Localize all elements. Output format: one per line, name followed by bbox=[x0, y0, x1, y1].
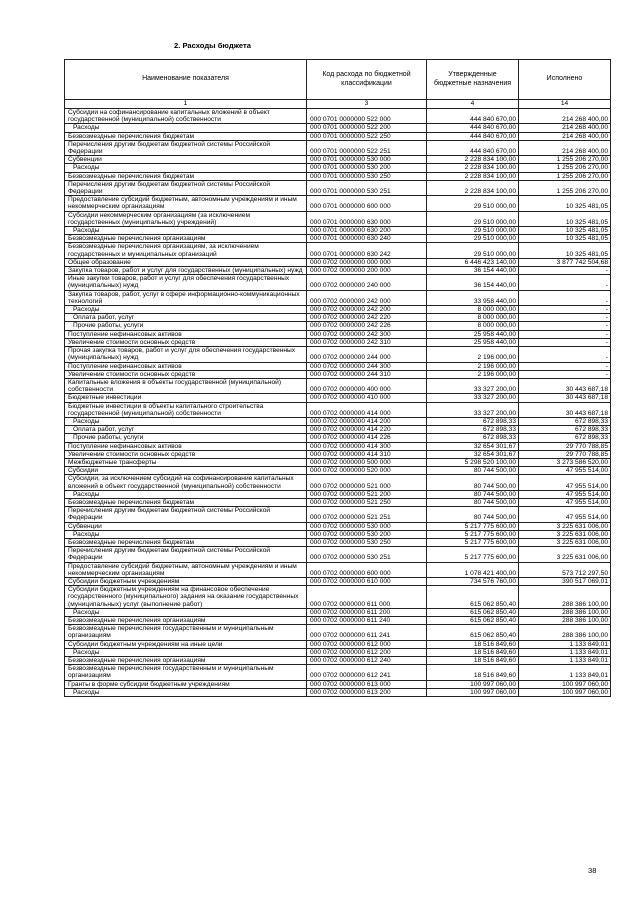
row-code: 000 0702 0000000 600 000 bbox=[307, 562, 427, 577]
header-approved: Утвержденные бюджетные назначения bbox=[427, 60, 519, 100]
header-code: Код расхода по бюджетной классификации bbox=[307, 60, 427, 100]
table-row bbox=[65, 648, 611, 656]
row-name: Безвозмездные перечисления бюджетам bbox=[65, 498, 307, 506]
row-executed: - bbox=[519, 306, 611, 314]
row-executed: 10 325 481,05 bbox=[519, 235, 611, 243]
row-name: Оплата работ, услуг bbox=[65, 426, 307, 434]
row-name: Перечисления другим бюджетам бюджетной системы Российской Федерации bbox=[65, 180, 307, 195]
row-name: Безвозмездные перечисления государственным и муниципальным организациям bbox=[65, 625, 307, 640]
row-approved: 18 516 849,60 bbox=[427, 657, 519, 665]
table-row bbox=[65, 267, 611, 275]
row-code: 000 0702 0000000 414 310 bbox=[307, 450, 427, 458]
row-name: Перечисления другим бюджетам бюджетной системы Российской Федерации bbox=[65, 547, 307, 562]
table-row bbox=[65, 258, 611, 266]
row-executed: 3 225 631 006,00 bbox=[519, 538, 611, 546]
col-number-name: 1 bbox=[65, 100, 307, 109]
row-approved: 18 516 849,60 bbox=[427, 640, 519, 648]
col-number-approved: 4 bbox=[427, 100, 519, 109]
row-executed: 1 133 849,01 bbox=[519, 640, 611, 648]
row-approved: 18 516 849,60 bbox=[427, 648, 519, 656]
row-code: 000 0702 0000000 200 000 bbox=[307, 267, 427, 275]
table-row bbox=[65, 640, 611, 648]
row-approved: 5 217 775 600,00 bbox=[427, 538, 519, 546]
row-name: Увеличение стоимости основных средств bbox=[65, 338, 307, 346]
header-name: Наименование показателя bbox=[65, 60, 307, 100]
row-code: 000 0702 0000000 520 000 bbox=[307, 467, 427, 475]
row-name: Субсидии бюджетным учреждениям на иные цели bbox=[65, 640, 307, 648]
row-name: Субсидии некоммерческим организациям (за исключением государственных (муниципальных) учреждений) bbox=[65, 211, 307, 226]
row-executed: 1 255 206 270,00 bbox=[519, 180, 611, 195]
row-executed: - bbox=[519, 347, 611, 362]
row-executed: 288 386 100,00 bbox=[519, 617, 611, 625]
row-code: 000 0702 0000000 400 000 bbox=[307, 378, 427, 393]
row-name: Субсидии, за исключением субсидий на софинансирование капитальных вложений в объект государственной (муниципальной) собственности bbox=[65, 475, 307, 490]
table-row bbox=[65, 362, 611, 370]
row-approved: 100 997 060,00 bbox=[427, 688, 519, 696]
row-executed: 214 268 400,00 bbox=[519, 140, 611, 155]
row-executed: 10 325 481,05 bbox=[519, 227, 611, 235]
row-code: 000 0701 0000000 522 200 bbox=[307, 124, 427, 132]
section-title: 2. Расходы бюджета bbox=[174, 41, 251, 50]
table-row bbox=[65, 172, 611, 180]
row-name: Расходы bbox=[65, 530, 307, 538]
table-row bbox=[65, 507, 611, 522]
row-name: Субвенции bbox=[65, 156, 307, 164]
row-name: Расходы bbox=[65, 164, 307, 172]
row-code: 000 0702 0000000 244 310 bbox=[307, 370, 427, 378]
row-name: Предоставление субсидий бюджетным, автономным учреждениям и иным некоммерческим организациям bbox=[65, 196, 307, 211]
row-approved: 5 217 775 600,00 bbox=[427, 530, 519, 538]
row-approved: 615 062 850,40 bbox=[427, 625, 519, 640]
row-executed: 3 225 631 006,00 bbox=[519, 522, 611, 530]
row-executed: 30 443 687,18 bbox=[519, 402, 611, 417]
row-executed: 47 955 514,00 bbox=[519, 467, 611, 475]
row-approved: 2 228 834 100,00 bbox=[427, 180, 519, 195]
row-approved: 32 654 301,67 bbox=[427, 450, 519, 458]
row-approved: 80 744 500,00 bbox=[427, 467, 519, 475]
row-executed: 672 898,33 bbox=[519, 426, 611, 434]
row-code: 000 0702 0000000 242 000 bbox=[307, 290, 427, 305]
table-row bbox=[65, 680, 611, 688]
table-row bbox=[65, 490, 611, 498]
row-name: Предоставление субсидий бюджетным, автономным учреждениям и иным некоммерческим организациям bbox=[65, 562, 307, 577]
row-executed: 672 898,33 bbox=[519, 434, 611, 442]
table-row bbox=[65, 442, 611, 450]
row-code: 000 0702 0000000 410 000 bbox=[307, 394, 427, 402]
page-number: 38 bbox=[588, 866, 597, 875]
row-approved: 100 997 060,00 bbox=[427, 680, 519, 688]
row-name: Безвозмездные перечисления бюджетам bbox=[65, 538, 307, 546]
row-name: Закупка товаров, работ и услуг для государственных (муниципальных) нужд bbox=[65, 267, 307, 275]
table-body bbox=[65, 109, 611, 697]
row-executed: 47 955 514,00 bbox=[519, 498, 611, 506]
row-code: 000 0702 0000000 521 000 bbox=[307, 475, 427, 490]
table-row bbox=[65, 156, 611, 164]
row-name: Безвозмездные перечисления государственным и муниципальным организациям bbox=[65, 665, 307, 680]
table-row bbox=[65, 140, 611, 155]
row-executed: 100 997 060,00 bbox=[519, 680, 611, 688]
row-executed: 1 255 206 270,00 bbox=[519, 172, 611, 180]
row-name: Гранты в форме субсидии бюджетным учреждениям bbox=[65, 680, 307, 688]
row-executed: 214 268 400,00 bbox=[519, 132, 611, 140]
table-row bbox=[65, 347, 611, 362]
table-row bbox=[65, 275, 611, 290]
row-code: 000 0702 0000000 612 200 bbox=[307, 648, 427, 656]
table-row bbox=[65, 547, 611, 562]
table-header-row bbox=[65, 60, 611, 100]
row-executed: 10 325 481,05 bbox=[519, 196, 611, 211]
table-row bbox=[65, 235, 611, 243]
table-row bbox=[65, 458, 611, 466]
row-approved: 80 744 500,00 bbox=[427, 490, 519, 498]
row-executed: 3 273 586 520,00 bbox=[519, 458, 611, 466]
table-row bbox=[65, 498, 611, 506]
row-code: 000 0702 0000000 244 300 bbox=[307, 362, 427, 370]
row-name: Расходы bbox=[65, 306, 307, 314]
row-code: 000 0701 0000000 530 200 bbox=[307, 164, 427, 172]
row-code: 000 0701 0000000 630 240 bbox=[307, 235, 427, 243]
row-name: Поступление нефинансовых активов bbox=[65, 362, 307, 370]
row-name: Капитальные вложения в объекты государственной (муниципальной) собственности bbox=[65, 378, 307, 393]
table-row bbox=[65, 394, 611, 402]
row-executed: - bbox=[519, 338, 611, 346]
row-approved: 29 510 000,00 bbox=[427, 196, 519, 211]
row-approved: 615 062 850,40 bbox=[427, 617, 519, 625]
row-executed: 1 133 849,01 bbox=[519, 648, 611, 656]
row-executed: - bbox=[519, 362, 611, 370]
row-approved: 734 576 760,00 bbox=[427, 577, 519, 585]
row-approved: 444 840 670,00 bbox=[427, 132, 519, 140]
row-code: 000 0702 0000000 242 300 bbox=[307, 330, 427, 338]
table-row bbox=[65, 475, 611, 490]
table-row bbox=[65, 338, 611, 346]
row-code: 000 0702 0000000 414 000 bbox=[307, 402, 427, 417]
table-row bbox=[65, 196, 611, 211]
row-executed: 214 268 400,00 bbox=[519, 109, 611, 124]
row-name: Расходы bbox=[65, 124, 307, 132]
table-row bbox=[65, 417, 611, 425]
row-name: Межбюджетные трансферты bbox=[65, 458, 307, 466]
row-approved: 5 217 775 600,00 bbox=[427, 547, 519, 562]
row-code: 000 0701 0000000 530 251 bbox=[307, 180, 427, 195]
table-row bbox=[65, 657, 611, 665]
row-name: Субвенции bbox=[65, 522, 307, 530]
row-code: 000 0702 0000000 521 250 bbox=[307, 498, 427, 506]
row-name: Безвозмездные перечисления организациям, за исключением государственных и муниципальных организаций bbox=[65, 243, 307, 258]
budget-expenses-table bbox=[64, 59, 611, 697]
row-executed: - bbox=[519, 314, 611, 322]
table-row bbox=[65, 314, 611, 322]
row-executed: 47 955 514,00 bbox=[519, 490, 611, 498]
table-row bbox=[65, 608, 611, 616]
row-name: Безвозмездные перечисления бюджетам bbox=[65, 172, 307, 180]
table-row bbox=[65, 402, 611, 417]
row-name: Прочие работы, услуги bbox=[65, 434, 307, 442]
table-row bbox=[65, 434, 611, 442]
table-row bbox=[65, 124, 611, 132]
table-row bbox=[65, 109, 611, 124]
row-approved: 80 744 500,00 bbox=[427, 507, 519, 522]
row-name: Безвозмездные перечисления организациям bbox=[65, 657, 307, 665]
row-code: 000 0702 0000000 613 200 bbox=[307, 688, 427, 696]
table-row bbox=[65, 290, 611, 305]
table-row bbox=[65, 665, 611, 680]
row-code: 000 0702 0000000 414 200 bbox=[307, 417, 427, 425]
row-code: 000 0702 0000000 414 220 bbox=[307, 426, 427, 434]
row-executed: 1 133 849,01 bbox=[519, 665, 611, 680]
row-executed: - bbox=[519, 322, 611, 330]
col-number-executed: 14 bbox=[519, 100, 611, 109]
row-name: Безвозмездные перечисления бюджетам bbox=[65, 132, 307, 140]
row-executed: 10 325 481,05 bbox=[519, 211, 611, 226]
row-executed: 1 255 206 270,00 bbox=[519, 156, 611, 164]
row-name: Прочая закупка товаров, работ и услуг для обеспечения государственных (муниципальных) нужд bbox=[65, 347, 307, 362]
row-name: Прочие работы, услуги bbox=[65, 322, 307, 330]
table-row bbox=[65, 530, 611, 538]
table-row bbox=[65, 180, 611, 195]
row-executed: - bbox=[519, 370, 611, 378]
row-code: 000 0702 0000000 521 200 bbox=[307, 490, 427, 498]
row-executed: 10 325 481,05 bbox=[519, 243, 611, 258]
table-row bbox=[65, 467, 611, 475]
row-approved: 80 744 500,00 bbox=[427, 498, 519, 506]
row-approved: 5 298 520 100,00 bbox=[427, 458, 519, 466]
table-row bbox=[65, 132, 611, 140]
row-code: 000 0702 0000000 611 241 bbox=[307, 625, 427, 640]
row-code: 000 0702 0000000 521 251 bbox=[307, 507, 427, 522]
table-row bbox=[65, 243, 611, 258]
row-code: 000 0702 0000000 242 200 bbox=[307, 306, 427, 314]
row-name: Расходы bbox=[65, 648, 307, 656]
row-name: Общее образование bbox=[65, 258, 307, 266]
row-approved: 444 840 670,00 bbox=[427, 109, 519, 124]
row-approved: 444 840 670,00 bbox=[427, 140, 519, 155]
row-executed: 30 443 687,18 bbox=[519, 378, 611, 393]
row-executed: - bbox=[519, 330, 611, 338]
row-executed: 1 255 206 270,00 bbox=[519, 164, 611, 172]
row-name: Безвозмездные перечисления организациям bbox=[65, 235, 307, 243]
table-row bbox=[65, 330, 611, 338]
row-approved: 672 898,33 bbox=[427, 417, 519, 425]
row-approved: 615 062 850,40 bbox=[427, 586, 519, 609]
row-executed: 1 133 849,01 bbox=[519, 657, 611, 665]
row-name: Бюджетные инвестиции bbox=[65, 394, 307, 402]
table-row bbox=[65, 538, 611, 546]
row-executed: 672 898,33 bbox=[519, 417, 611, 425]
row-name: Увеличение стоимости основных средств bbox=[65, 370, 307, 378]
row-approved: 2 228 834 100,00 bbox=[427, 172, 519, 180]
row-code: 000 0702 0000000 242 226 bbox=[307, 322, 427, 330]
table-row bbox=[65, 211, 611, 226]
row-name: Поступление нефинансовых активов bbox=[65, 330, 307, 338]
row-executed: 100 997 060,00 bbox=[519, 688, 611, 696]
row-approved: 33 327 200,00 bbox=[427, 378, 519, 393]
table-row bbox=[65, 322, 611, 330]
row-approved: 80 744 500,00 bbox=[427, 475, 519, 490]
table-row bbox=[65, 450, 611, 458]
header-executed: Исполнено bbox=[519, 60, 611, 100]
row-code: 000 0701 0000000 530 000 bbox=[307, 156, 427, 164]
table-row bbox=[65, 227, 611, 235]
row-executed: 47 955 514,00 bbox=[519, 475, 611, 490]
row-approved: 2 196 000,00 bbox=[427, 370, 519, 378]
row-approved: 25 958 440,00 bbox=[427, 338, 519, 346]
row-name: Иные закупки товаров, работ и услуг для обеспечения государственных (муниципальных) нужд bbox=[65, 275, 307, 290]
row-executed: 3 877 742 504,68 bbox=[519, 258, 611, 266]
row-name: Субсидии bbox=[65, 467, 307, 475]
row-approved: 33 327 200,00 bbox=[427, 394, 519, 402]
row-approved: 29 510 000,00 bbox=[427, 243, 519, 258]
row-name: Субсидии на софинансирование капитальных вложений в объект государственной (муниципальной) собственности bbox=[65, 109, 307, 124]
row-code: 000 0702 0000000 530 000 bbox=[307, 522, 427, 530]
row-approved: 672 898,33 bbox=[427, 434, 519, 442]
row-approved: 29 510 000,00 bbox=[427, 211, 519, 226]
row-code: 000 0702 0000000 530 251 bbox=[307, 547, 427, 562]
row-code: 000 0702 0000000 612 000 bbox=[307, 640, 427, 648]
row-approved: 2 196 000,00 bbox=[427, 347, 519, 362]
row-code: 000 0702 0000000 530 250 bbox=[307, 538, 427, 546]
row-approved: 8 000 000,00 bbox=[427, 322, 519, 330]
table-row bbox=[65, 164, 611, 172]
row-approved: 18 516 849,60 bbox=[427, 665, 519, 680]
row-executed: 47 955 514,00 bbox=[519, 507, 611, 522]
row-approved: 29 510 000,00 bbox=[427, 227, 519, 235]
row-approved: 6 446 423 140,00 bbox=[427, 258, 519, 266]
row-code: 000 0702 0000000 240 000 bbox=[307, 275, 427, 290]
row-code: 000 0701 0000000 530 250 bbox=[307, 172, 427, 180]
table-row bbox=[65, 306, 611, 314]
row-code: 000 0701 0000000 522 251 bbox=[307, 140, 427, 155]
row-executed: - bbox=[519, 290, 611, 305]
row-name: Перечисления другим бюджетам бюджетной системы Российской Федерации bbox=[65, 507, 307, 522]
row-approved: 444 840 670,00 bbox=[427, 124, 519, 132]
row-executed: 3 225 631 006,00 bbox=[519, 547, 611, 562]
row-approved: 33 958 440,00 bbox=[427, 290, 519, 305]
row-name: Оплата работ, услуг bbox=[65, 314, 307, 322]
table-row bbox=[65, 586, 611, 609]
row-code: 000 0702 0000000 613 000 bbox=[307, 680, 427, 688]
row-approved: 8 000 000,00 bbox=[427, 306, 519, 314]
row-approved: 8 000 000,00 bbox=[427, 314, 519, 322]
row-name: Поступление нефинансовых активов bbox=[65, 442, 307, 450]
row-name: Увеличение стоимости основных средств bbox=[65, 450, 307, 458]
row-code: 000 0702 0000000 244 000 bbox=[307, 347, 427, 362]
row-code: 000 0702 0000000 611 200 bbox=[307, 608, 427, 616]
row-name: Расходы bbox=[65, 227, 307, 235]
row-code: 000 0701 0000000 522 250 bbox=[307, 132, 427, 140]
row-executed: 288 386 100,00 bbox=[519, 608, 611, 616]
row-executed: - bbox=[519, 275, 611, 290]
row-code: 000 0702 0000000 000 000 bbox=[307, 258, 427, 266]
row-executed: 288 386 100,00 bbox=[519, 586, 611, 609]
row-code: 000 0702 0000000 242 220 bbox=[307, 314, 427, 322]
table-row bbox=[65, 617, 611, 625]
column-number-row bbox=[65, 100, 611, 109]
row-executed: - bbox=[519, 267, 611, 275]
table-row bbox=[65, 522, 611, 530]
row-approved: 2 228 834 100,00 bbox=[427, 156, 519, 164]
row-approved: 32 654 301,67 bbox=[427, 442, 519, 450]
row-approved: 25 958 440,00 bbox=[427, 330, 519, 338]
row-code: 000 0701 0000000 630 000 bbox=[307, 211, 427, 226]
row-approved: 5 217 775 600,00 bbox=[427, 522, 519, 530]
row-name: Субсидии бюджетным учреждениям bbox=[65, 577, 307, 585]
col-number-code: 3 bbox=[307, 100, 427, 109]
row-approved: 29 510 000,00 bbox=[427, 235, 519, 243]
row-approved: 2 196 000,00 bbox=[427, 362, 519, 370]
row-code: 000 0702 0000000 611 240 bbox=[307, 617, 427, 625]
row-approved: 36 154 440,00 bbox=[427, 267, 519, 275]
row-code: 000 0702 0000000 242 310 bbox=[307, 338, 427, 346]
table-row bbox=[65, 426, 611, 434]
row-code: 000 0702 0000000 611 000 bbox=[307, 586, 427, 609]
row-code: 000 0702 0000000 612 240 bbox=[307, 657, 427, 665]
row-executed: 573 712 297,50 bbox=[519, 562, 611, 577]
table-row bbox=[65, 625, 611, 640]
row-approved: 672 898,33 bbox=[427, 426, 519, 434]
row-approved: 1 078 421 400,00 bbox=[427, 562, 519, 577]
row-code: 000 0702 0000000 500 000 bbox=[307, 458, 427, 466]
row-approved: 2 228 834 100,00 bbox=[427, 164, 519, 172]
row-name: Перечисления другим бюджетам бюджетной системы Российской Федерации bbox=[65, 140, 307, 155]
row-code: 000 0702 0000000 612 241 bbox=[307, 665, 427, 680]
row-approved: 615 062 850,40 bbox=[427, 608, 519, 616]
row-code: 000 0702 0000000 414 300 bbox=[307, 442, 427, 450]
table-row bbox=[65, 577, 611, 585]
row-code: 000 0701 0000000 630 200 bbox=[307, 227, 427, 235]
row-name: Бюджетные инвестиции в объекты капитального строительства государственной (муниципальной) собственности bbox=[65, 402, 307, 417]
table-row bbox=[65, 370, 611, 378]
table-row bbox=[65, 688, 611, 696]
row-code: 000 0702 0000000 530 200 bbox=[307, 530, 427, 538]
row-name: Расходы bbox=[65, 688, 307, 696]
row-name: Расходы bbox=[65, 417, 307, 425]
row-name: Субсидии бюджетным учреждениям на финансовое обеспечение государственного (муниципального) задания на оказание государственных (муниципальных) услуг (выполнение работ) bbox=[65, 586, 307, 609]
row-executed: 214 268 400,00 bbox=[519, 124, 611, 132]
row-code: 000 0702 0000000 414 226 bbox=[307, 434, 427, 442]
row-code: 000 0701 0000000 630 242 bbox=[307, 243, 427, 258]
row-executed: 3 225 631 006,00 bbox=[519, 530, 611, 538]
row-code: 000 0701 0000000 600 000 bbox=[307, 196, 427, 211]
row-name: Безвозмездные перечисления организациям bbox=[65, 617, 307, 625]
table-row bbox=[65, 562, 611, 577]
row-approved: 33 327 200,00 bbox=[427, 402, 519, 417]
table-row bbox=[65, 378, 611, 393]
row-code: 000 0701 0000000 522 000 bbox=[307, 109, 427, 124]
row-name: Закупка товаров, работ, услуг в сфере информационно-коммуникационных технологий bbox=[65, 290, 307, 305]
row-executed: 390 517 069,01 bbox=[519, 577, 611, 585]
row-code: 000 0702 0000000 610 000 bbox=[307, 577, 427, 585]
row-executed: 30 443 687,18 bbox=[519, 394, 611, 402]
row-name: Расходы bbox=[65, 608, 307, 616]
row-name: Расходы bbox=[65, 490, 307, 498]
row-executed: 29 770 788,85 bbox=[519, 450, 611, 458]
row-executed: 29 770 788,85 bbox=[519, 442, 611, 450]
row-executed: 288 386 100,00 bbox=[519, 625, 611, 640]
row-approved: 36 154 440,00 bbox=[427, 275, 519, 290]
